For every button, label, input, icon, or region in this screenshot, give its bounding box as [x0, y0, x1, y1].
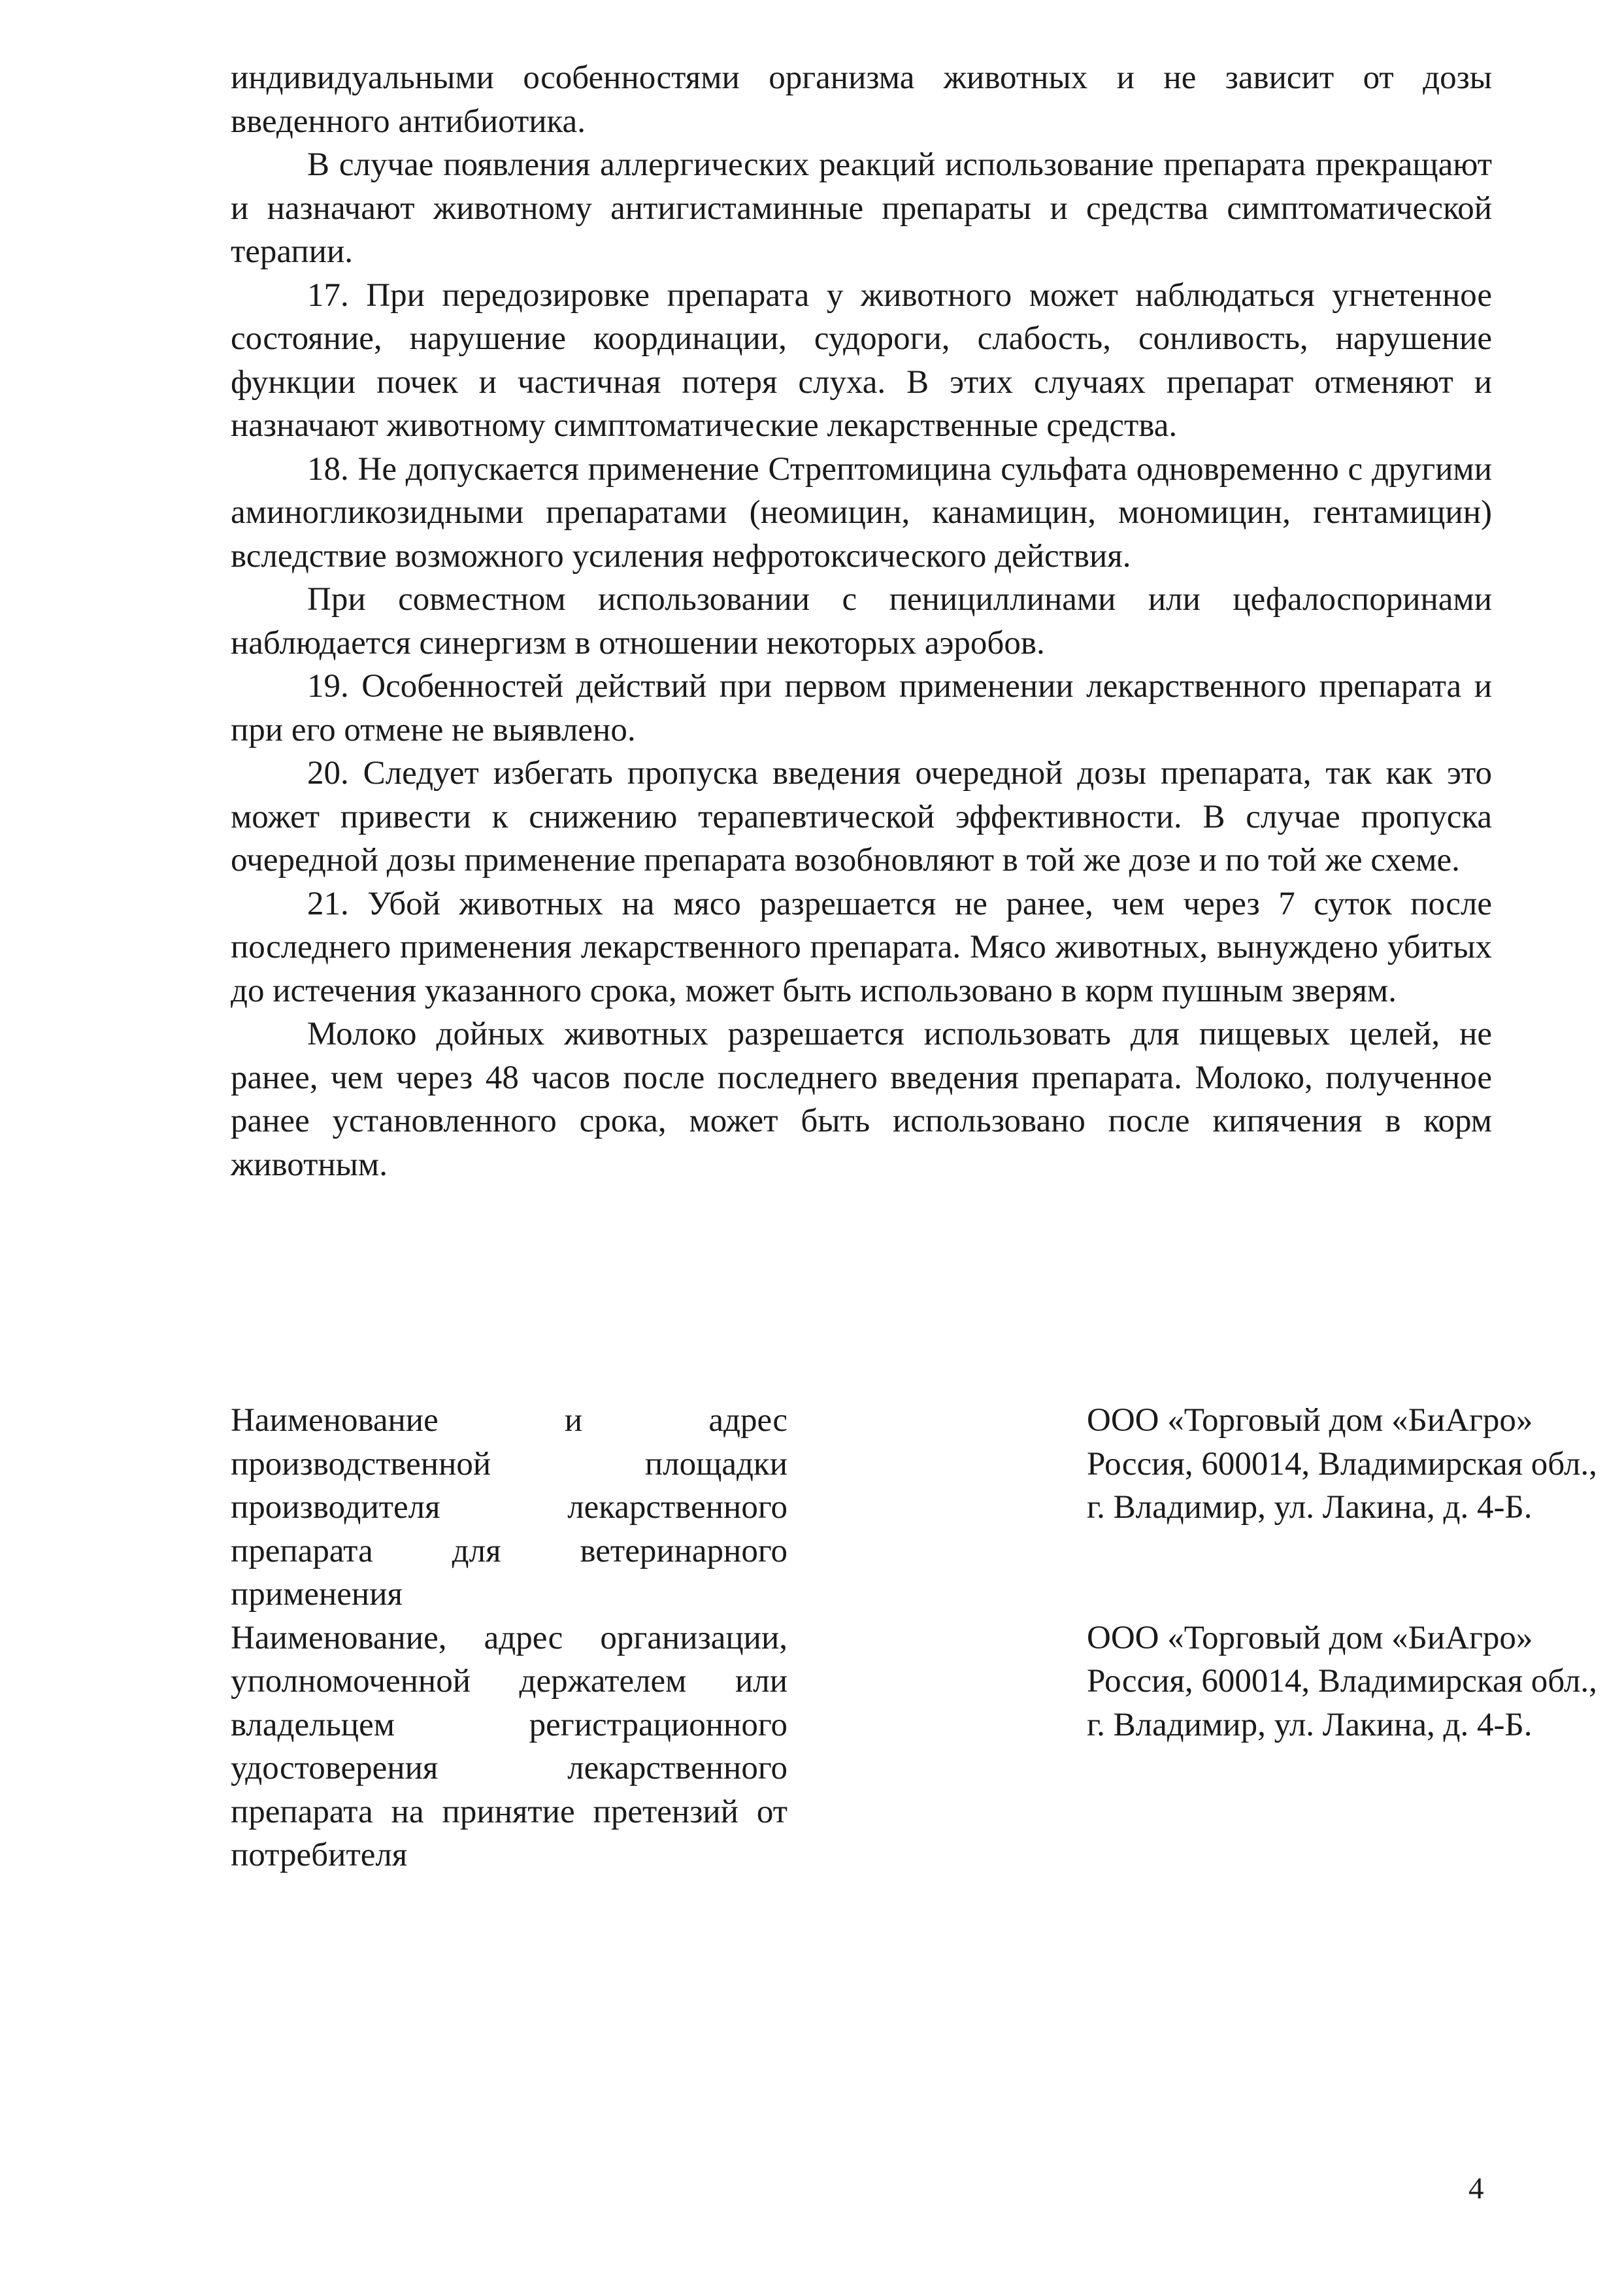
paragraph-18-interactions: 18. Не допускается применение Стрептомицина сульфата одновременно с другими аминогликозидными препаратами (неомицин, канамицин, мономицин, гентамицин) вследствие возможного усиления нефротоксического действия.	[231, 450, 1492, 575]
paragraph-continuation: индивидуальными особенностями организма животных и не зависит от дозы введенного антибиотика.	[231, 59, 1492, 140]
manufacturer-address-line: г. Владимир, ул. Лакина, д. 4-Б.	[1087, 1489, 1533, 1526]
paragraph-21-slaughter: 21. Убой животных на мясо разрешается не ранее, чем через 7 суток после последнего применения лекарственного препарата. Мясо животных, вынуждено убитых до истечения указанного срока, может быть использовано в корм пушным зверям.	[231, 885, 1492, 1009]
paragraph-20-missed-dose: 20. Следует избегать пропуска введения очередной дозы препарата, так как это может привести к снижению терапевтической эффективности. В случае пропуска очередной дозы применение препарата возобновляют в той же дозе и по той же схеме.	[231, 755, 1492, 879]
manufacturer-name: ООО «Торговый дом «БиАгро»	[1087, 1402, 1533, 1439]
paragraph-17-overdose: 17. При передозировке препарата у животного может наблюдаться угнетенное состояние, нарушение координации, судороги, слабость, сонливость, нарушение функции почек и частичная потеря слуха. В этих случаях препарат отменяют и назначают животному симптоматические лекарственные средства.	[231, 276, 1492, 444]
manufacturer-address-line: Россия, 600014, Владимирская обл.,	[1087, 1445, 1597, 1483]
holder-label: Наименование, адрес организации, уполномоченной держателем или владельцем регистрационного удостоверения лекарственного препарата на принятие претензий от потребителя	[231, 1619, 787, 1873]
manufacturer-row	[231, 1399, 1597, 1617]
manufacturer-address	[1087, 1399, 1597, 1617]
holder-row	[231, 1617, 1597, 1877]
holder-name: ООО «Торговый дом «БиАгро»	[1087, 1619, 1533, 1656]
holder-address-line: г. Владимир, ул. Лакина, д. 4-Б.	[1087, 1706, 1533, 1743]
holder-address-line: Россия, 600014, Владимирская обл.,	[1087, 1663, 1597, 1700]
paragraph-19-first-use: 19. Особенностей действий при первом применении лекарственного препарата и при его отмене не выявлено.	[231, 668, 1492, 748]
holder-address	[1087, 1617, 1597, 1877]
manufacturer-label: Наименование и адрес производственной площадки производителя лекарственного препарата для ветеринарного применения	[231, 1402, 787, 1613]
paragraph-allergy: В случае появления аллергических реакций использование препарата прекращают и назначают животному антигистаминные препараты и средства симптоматической терапии.	[231, 146, 1492, 270]
manufacturer-info-section	[231, 1399, 1597, 1877]
page-number: 4	[1468, 2171, 1484, 2205]
paragraph-synergism: При совместном использовании с пенициллинами или цефалоспоринами наблюдается синергизм в отношении некоторых аэробов.	[231, 581, 1492, 662]
paragraph-milk: Молоко дойных животных разрешается использовать для пищевых целей, не ранее, чем через 48 часов после последнего введения препарата. Молоко, полученное ранее установленного срока, может быть использовано после кипячения в корм животным.	[231, 1016, 1492, 1183]
body-text	[231, 56, 1492, 1186]
